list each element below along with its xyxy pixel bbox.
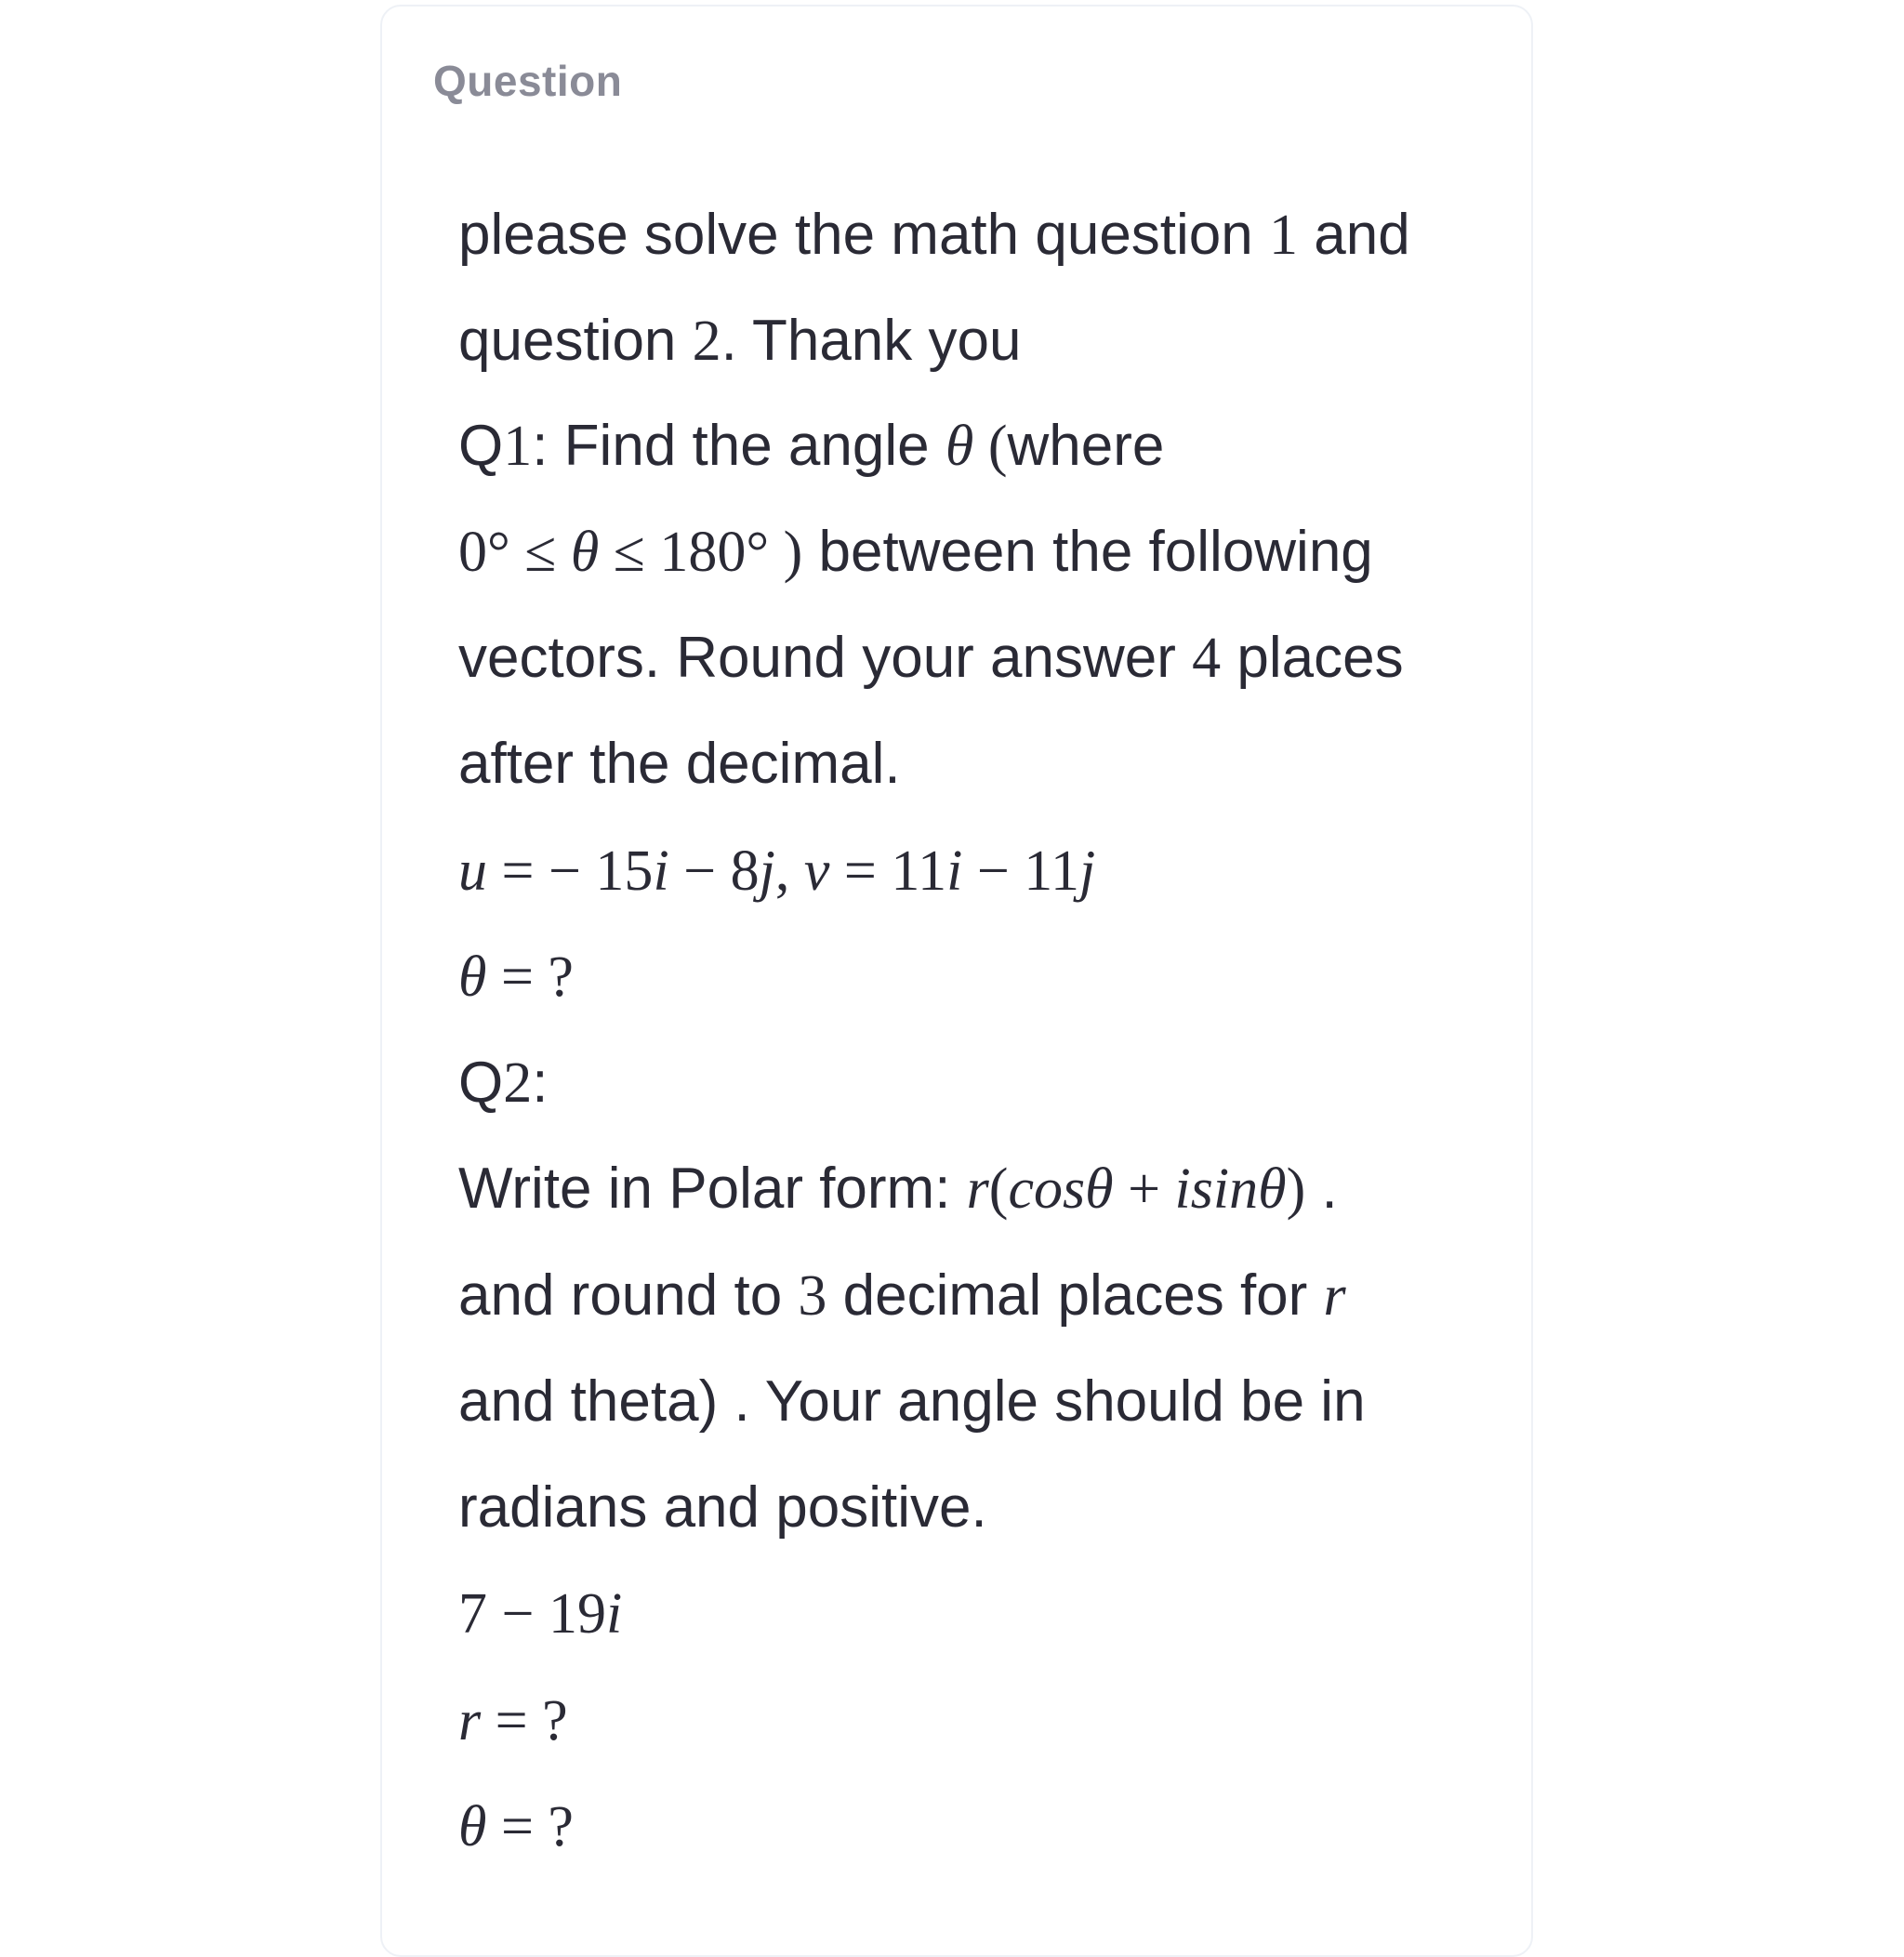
question-line-4: 0° ≤ θ ≤ 180° ) between the following: [458, 520, 1373, 584]
r-prompt: r = ?: [458, 1689, 568, 1752]
question-line-13: radians and positive.: [458, 1475, 987, 1540]
question-line-3: Q1: Find the angle θ (where: [458, 414, 1165, 478]
complex-number: 7 − 19i: [458, 1582, 623, 1646]
question-label: Question: [433, 57, 623, 105]
question-line-12: and theta) . Your angle should be in: [458, 1369, 1366, 1434]
question-line-11: and round to 3 decimal places for r: [458, 1263, 1346, 1328]
question-line-6: after the decimal.: [458, 732, 901, 796]
question-line-5: vectors. Round your answer 4 places: [458, 626, 1404, 690]
theta-prompt-1: θ = ?: [458, 945, 574, 1009]
vector-equation: u = − 15i − 8j, v = 11i − 11j: [458, 840, 1096, 903]
question-line-9: Q2:: [458, 1051, 549, 1115]
question-line-1: please solve the math question 1 and: [458, 203, 1410, 267]
question-line-2: question 2. Thank you: [458, 309, 1022, 373]
theta-prompt-2: θ = ?: [458, 1795, 574, 1858]
polar-form-line: Write in Polar form: r(cosθ + isinθ) .: [458, 1157, 1338, 1221]
